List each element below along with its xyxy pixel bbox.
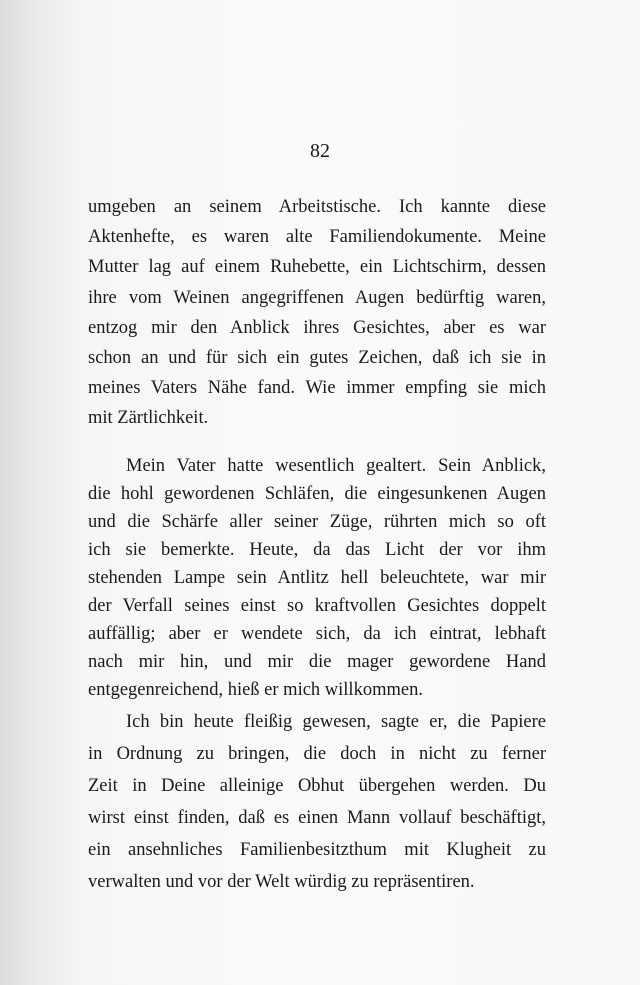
text-line: Ich bin heute fleißig gewesen, sagte er, die Papiere [126,712,546,732]
text-line: Mutter lag auf einem Ruhebette, ein Lichtschirm, dessen [88,257,546,278]
text-line: und die Schärfe aller seiner Züge, rührten mich so oft [88,512,546,532]
text-line: die hohl gewordenen Schläfen, die eingesunkenen Augen [88,484,546,504]
text-line: umgeben an seinem Arbeitstische. Ich kannte diese [88,197,546,217]
text-line: ein ansehnliches Familienbesitzthum mit Klugheit zu [88,840,546,860]
text-line: entgegenreichend, hieß er mich willkommen. [88,680,423,700]
text-line: auffällig; aber er wendete sich, da ich eintrat, lebhaft [88,624,546,644]
text-line: nach mir hin, und mir die mager gewordene Hand [88,652,546,672]
text-line: schon an und für sich ein gutes Zeichen, daß ich sie in [88,348,546,368]
page-number: 82 [310,140,330,162]
text-line: in Ordnung zu bringen, die doch in nicht zu ferner [88,744,546,764]
text-line: mit Zärtlichkeit. [88,408,209,429]
text-line: Mein Vater hatte wesentlich gealtert. Sein Anblick, [126,456,546,476]
text-line: ihre vom Weinen angegriffenen Augen bedürftig waren, [88,287,546,308]
text-line: Zeit in Deine alleinige Obhut übergehen werden. Du [88,776,546,796]
text-line: stehenden Lampe sein Antlitz hell beleuchtete, war mir [88,568,546,588]
text-line: der Verfall seines einst so kraftvollen Gesichtes doppelt [88,596,546,616]
text-line: meines Vaters Nähe fand. Wie immer empfing sie mich [88,378,546,399]
text-line: entzog mir den Anblick ihres Gesichtes, aber es war [88,317,546,338]
text-line: Aktenhefte, es waren alte Familiendokumente. Meine [88,227,546,248]
text-line: verwalten und vor der Welt würdig zu repräsentiren. [88,872,475,892]
text-line: ich sie bemerkte. Heute, da das Licht der vor ihm [88,540,546,560]
text-line: wirst einst finden, daß es einen Mann vollauf beschäftigt, [88,808,546,828]
